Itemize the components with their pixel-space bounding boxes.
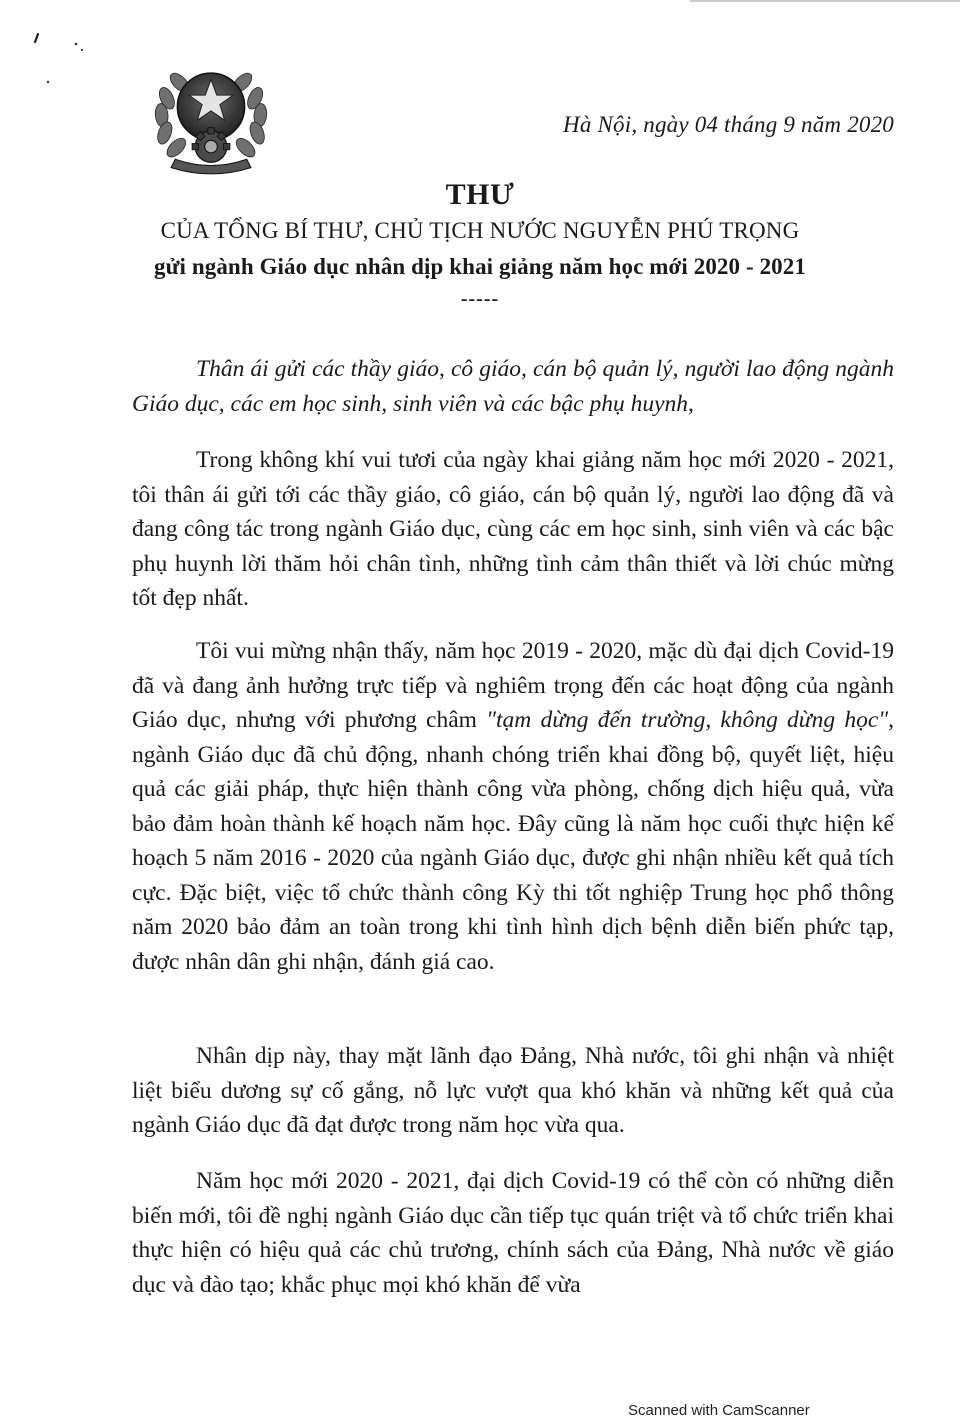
salutation [132,352,894,421]
title-divider: ----- [460,288,500,310]
letter-subtitle-recipient: gửi ngành Giáo dục nhân dịp khai giảng năm học mới 2020 - 2021 [154,254,806,279]
scan-edge-line [690,0,960,2]
letter-subtitle-author: CỦA TỔNG BÍ THƯ, CHỦ TỊCH NƯỚC NGUYỄN PHÚ TRỌNG [160,218,800,243]
paragraph-2-quote: "tạm dừng đến trường, không dừng học" [486,707,889,733]
paragraph-2-after: , ngành Giáo dục đã chủ động, nhanh chóng triển khai đồng bộ, quyết liệt, hiệu quả các giải pháp, thực hiện thành công vừa phòng, chống dịch hiệu quả, vừa bảo đảm hoàn thành kế hoạch năm học. Đây cũng là năm học cuối thực hiện kế hoạch 5 năm 2016 - 2020 của ngành Giáo dục, được ghi nhận nhiều kết quả tích cực. Đặc biệt, việc tổ chức thành công Kỳ thi tốt nghiệp Trung học phổ thông năm 2020 bảo đảm an toàn trong khi tình hình dịch bệnh diễn biến phức tạp, được nhân dân ghi nhận, đánh giá cao. [132,707,894,975]
paragraph-2 [132,634,894,979]
salutation-text: Thân ái gửi các thầy giáo, cô giáo, cán bộ quản lý, người lao động ngành Giáo dục, các em học sinh, sinh viên và các bậc phụ huynh, [132,356,894,417]
paragraph-3 [132,1039,894,1143]
paragraph-4-text: Năm học mới 2020 - 2021, đại dịch Covid-19 có thể còn có những diễn biến mới, tôi đề nghị ngành Giáo dục cần tiếp tục quán triệt và tổ chức triển khai thực hiện có hiệu quả các chủ trương, chính sách của Đảng, Nhà nước về giáo dục và đào tạo; khắc phục mọi khó khăn để vừa [132,1168,894,1298]
scan-specks [30,28,100,98]
scanner-watermark: Scanned with CamScanner [628,1402,810,1419]
paragraph-2-text [132,634,894,979]
paragraph-4 [132,1164,894,1302]
national-emblem-icon [148,50,274,176]
paragraph-3-text: Nhân dịp này, thay mặt lãnh đạo Đảng, Nhà nước, tôi ghi nhận và nhiệt liệt biểu dương sự cố gắng, nỗ lực vượt qua khó khăn và những kết quả của ngành Giáo dục đã đạt được trong năm học vừa qua. [132,1043,894,1138]
date-line: Hà Nội, ngày 04 tháng 9 năm 2020 [563,112,894,137]
paragraph-1-text: Trong không khí vui tươi của ngày khai giảng năm học mới 2020 - 2021, tôi thân ái gửi tới các thầy giáo, cô giáo, cán bộ quản lý, người lao động đã và đang công tác trong ngành Giáo dục, cùng các em học sinh, sinh viên và các bậc phụ huynh lời thăm hỏi chân tình, những tình cảm thân thiết và lời chúc mừng tốt đẹp nhất. [132,447,894,611]
letter-title: THƯ [445,178,515,211]
paragraph-2-before: Tôi vui mừng nhận thấy, năm học 2019 - 2020, mặc dù đại dịch Covid-19 đã và đang ảnh hưởng trực tiếp và nghiêm trọng đến các hoạt động của ngành Giáo dục, nhưng với phương châm [132,638,894,733]
paragraph-1 [132,443,894,616]
